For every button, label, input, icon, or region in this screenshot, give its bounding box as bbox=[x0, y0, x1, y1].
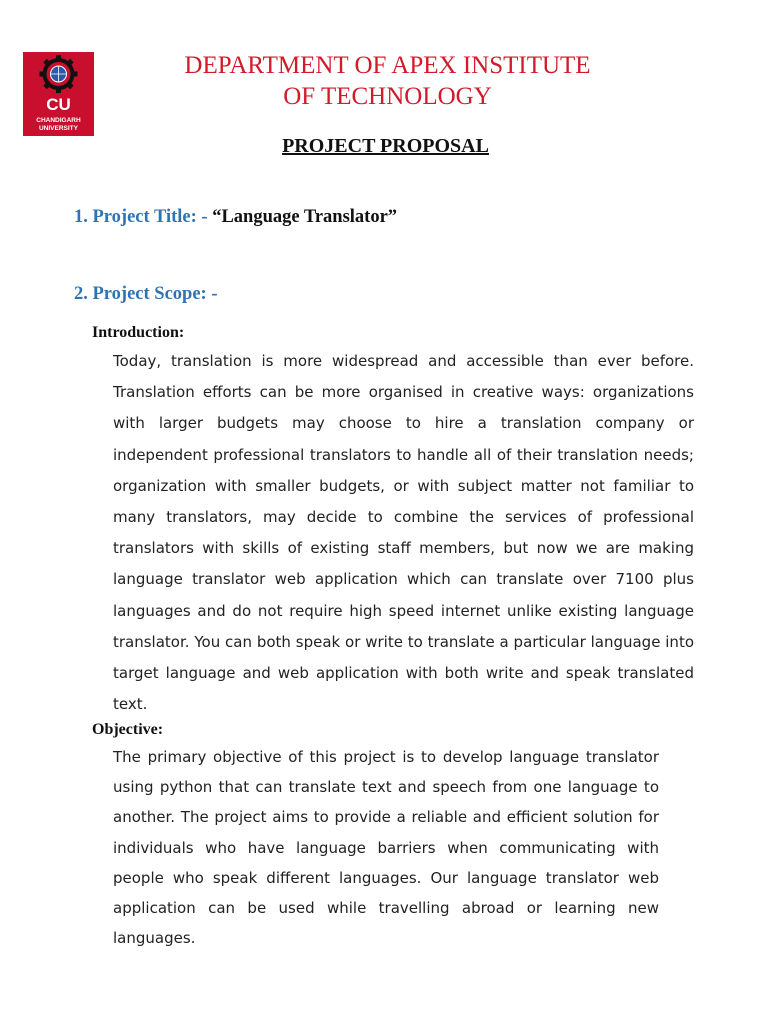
objective-paragraph: The primary objective of this project is to develop language translator using python that can translate text and speech from one language to another. The project aims to provide a reliable and efficient solution for individuals who have language barriers when communicating with people who speak different languages. Our language translator web application can be used while travelling abroad or learning new languages. bbox=[113, 748, 659, 948]
svg-text:UNIVERSITY: UNIVERSITY bbox=[38, 125, 79, 132]
introduction-paragraph: Today, translation is more widespread and accessible than ever before. Translation efforts can be more organised in creative ways: organizations with larger budgets may choose to hire a translation company or independent professional translators to handle all of their translation needs; organization with smaller budgets, or with subject matter not familiar to many translators, may decide to combine the services of professional translators with skills of existing staff members, but now we are making language translator web application which can translate over 7100 plus languages and do not require high speed internet unlike existing language translator. You can both speak or write to translate a particular language into target language and web application with both write and speak translated text. bbox=[113, 352, 694, 714]
department-line-2: OF TECHNOLOGY bbox=[283, 83, 492, 110]
svg-text:CHANDIGARH: CHANDIGARH bbox=[36, 117, 81, 124]
objective-heading: Objective: bbox=[92, 721, 164, 738]
document-title: PROJECT PROPOSAL bbox=[282, 135, 489, 157]
logo-emblem-icon bbox=[23, 52, 94, 136]
project-scope-label: 2. Project Scope: - bbox=[74, 284, 218, 304]
project-title-value: “Language Translator” bbox=[212, 207, 398, 227]
project-title-row bbox=[74, 207, 397, 228]
introduction-heading: Introduction: bbox=[92, 324, 185, 341]
department-heading bbox=[100, 50, 675, 112]
svg-text:CU: CU bbox=[46, 95, 71, 114]
project-scope-row bbox=[74, 284, 218, 305]
university-logo bbox=[23, 52, 94, 136]
project-title-label: 1. Project Title: - bbox=[74, 207, 208, 227]
department-line-1: DEPARTMENT OF APEX INSTITUTE bbox=[184, 52, 591, 79]
